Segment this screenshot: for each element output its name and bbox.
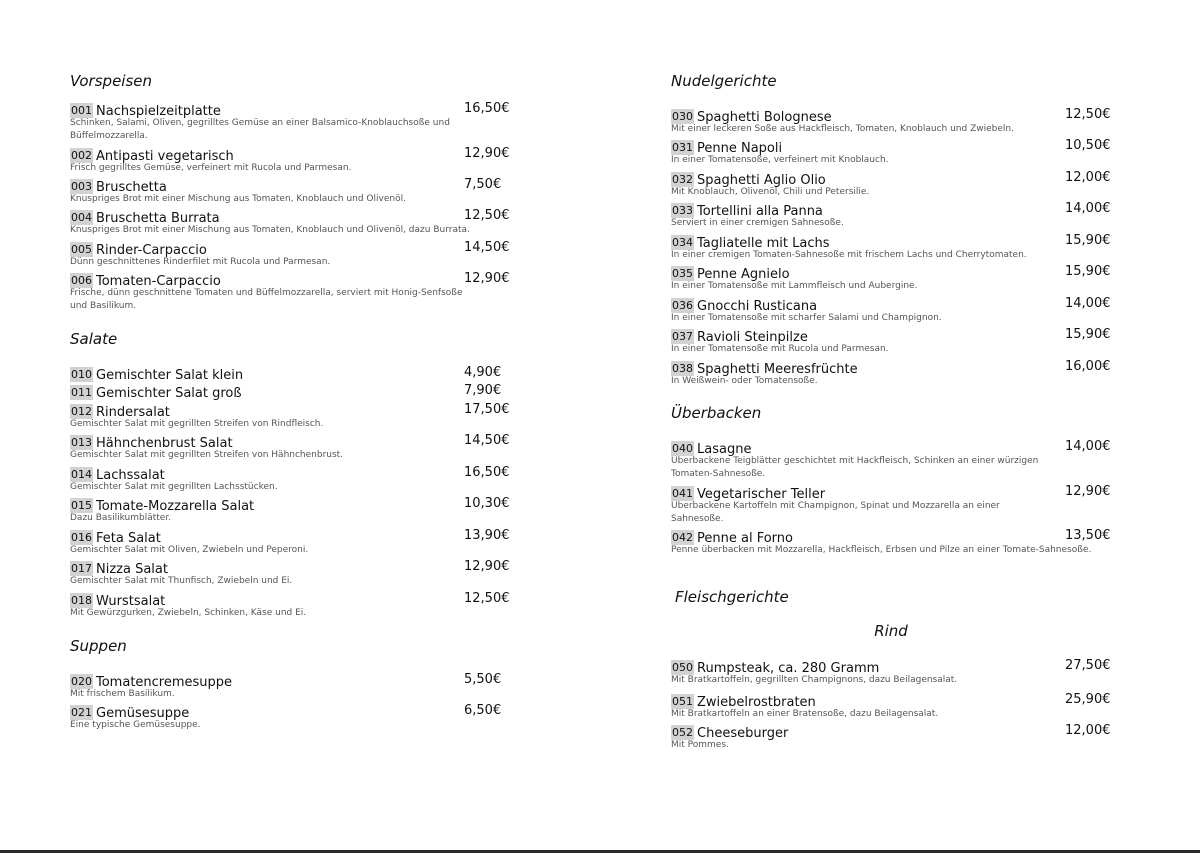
- item-name: Gemischter Salat groß: [96, 386, 242, 401]
- item-name: Spaghetti Bolognese: [697, 110, 832, 125]
- item-number: 030: [672, 110, 693, 123]
- item-name: Vegetarischer Teller: [697, 487, 826, 502]
- section-title: Überbacken: [671, 404, 762, 422]
- item-price: 7,50€: [464, 177, 502, 192]
- menu-item: [70, 207, 510, 237]
- item-price: 27,50€: [1065, 658, 1111, 673]
- item-number: 016: [71, 531, 92, 544]
- item-price: 15,90€: [1065, 327, 1111, 342]
- item-price: 12,90€: [464, 271, 510, 286]
- item-name: Penne Napoli: [697, 141, 783, 156]
- menu-item: [671, 169, 1111, 199]
- item-name: Lasagne: [697, 442, 752, 457]
- item-number: 015: [71, 499, 92, 512]
- item-name: Rindersalat: [96, 405, 170, 420]
- item-number: 037: [672, 330, 693, 343]
- item-price: 15,90€: [1065, 233, 1111, 248]
- item-price: 12,00€: [1065, 723, 1111, 738]
- item-price: 12,90€: [464, 146, 510, 161]
- item-number: 052: [672, 726, 693, 739]
- item-number: 050: [672, 661, 693, 674]
- item-description: Mit Bratkartoffeln an einer Bratensoße, dazu Beilagensalat.: [671, 709, 939, 719]
- item-price: 12,50€: [464, 208, 510, 223]
- menu-item: [671, 527, 1111, 557]
- item-number: 018: [71, 594, 92, 607]
- item-name: Tortellini alla Panna: [697, 204, 823, 219]
- section-title: Suppen: [70, 637, 127, 655]
- menu-item: [671, 691, 1111, 721]
- item-price: 10,30€: [464, 496, 510, 511]
- item-price: 25,90€: [1065, 692, 1111, 707]
- menu-item: [671, 657, 1111, 687]
- menu-item: [70, 432, 510, 462]
- item-name: Nizza Salat: [96, 562, 168, 577]
- menu-item: [70, 364, 510, 382]
- item-description: Frische, dünn geschnittene Tomaten und Büffelmozzarella, serviert mit Honig-Senfsoße und Basilikum.: [70, 288, 463, 311]
- item-number: 035: [672, 267, 693, 280]
- menu-item: [70, 382, 510, 400]
- item-price: 14,00€: [1065, 439, 1111, 454]
- item-number: 014: [71, 468, 92, 481]
- menu-item: [671, 106, 1111, 136]
- item-description: Eine typische Gemüsesuppe.: [70, 720, 201, 730]
- item-name: Gemischter Salat klein: [96, 368, 244, 383]
- item-number: 002: [71, 149, 92, 162]
- item-price: 16,00€: [1065, 359, 1111, 374]
- item-number: 004: [71, 211, 92, 224]
- section-title: Salate: [70, 330, 118, 348]
- item-description: In einer Tomatensoße mit Lammfleisch und Aubergine.: [671, 281, 918, 291]
- item-price: 14,50€: [464, 433, 510, 448]
- menu-item: [671, 438, 1111, 481]
- item-name: Zwiebelrostbraten: [697, 695, 816, 710]
- item-name: Nachspielzeitplatte: [96, 104, 221, 119]
- item-price: 16,50€: [464, 101, 510, 116]
- menu-item: [671, 137, 1111, 167]
- item-description: In einer cremigen Tomaten-Sahnesoße mit frischem Lachs und Cherrytomaten.: [671, 250, 1027, 260]
- item-number: 042: [672, 531, 693, 544]
- item-description: Mit frischem Basilikum.: [70, 689, 175, 699]
- item-description: Mit Pommes.: [671, 740, 729, 750]
- item-number: 017: [71, 562, 92, 575]
- section-title: Nudelgerichte: [671, 72, 777, 90]
- item-number: 012: [71, 405, 92, 418]
- menu-item: [70, 176, 510, 206]
- item-description: Mit Knoblauch, Olivenöl, Chili und Petersilie.: [671, 187, 870, 197]
- item-description: Gemischter Salat mit gegrillten Lachsstücken.: [70, 482, 278, 492]
- item-number: 011: [71, 386, 92, 399]
- item-number: 038: [672, 362, 693, 375]
- item-description: Gemischter Salat mit Oliven, Zwiebeln und Peperoni.: [70, 545, 309, 555]
- item-description: Mit Bratkartoffeln, gegrillten Champignons, dazu Beilagensalat.: [671, 675, 958, 685]
- item-number: 051: [672, 695, 693, 708]
- item-description: Mit einer leckeren Soße aus Hackfleisch, Tomaten, Knoblauch und Zwiebeln.: [671, 124, 1014, 134]
- item-number: 020: [71, 675, 92, 688]
- menu-item: [70, 558, 510, 588]
- menu-item: [671, 263, 1111, 293]
- menu-item: [70, 100, 510, 143]
- item-name: Gnocchi Rusticana: [697, 299, 818, 314]
- item-name: Tomatencremesuppe: [96, 675, 233, 690]
- item-price: 16,50€: [464, 465, 510, 480]
- menu-item: [671, 358, 1111, 388]
- item-number: 003: [71, 180, 92, 193]
- item-name: Antipasti vegetarisch: [96, 149, 234, 164]
- item-name: Penne Agnielo: [697, 267, 790, 282]
- menu-item: [671, 200, 1111, 230]
- item-number: 021: [71, 706, 92, 719]
- menu-item: [671, 326, 1111, 356]
- item-name: Tomaten-Carpaccio: [96, 274, 221, 289]
- item-price: 14,00€: [1065, 296, 1111, 311]
- item-name: Penne al Forno: [697, 531, 793, 546]
- item-name: Tagliatelle mit Lachs: [697, 236, 830, 251]
- menu-item: [70, 239, 510, 269]
- item-price: 10,50€: [1065, 138, 1111, 153]
- menu-item: [70, 527, 510, 557]
- item-description: Serviert in einer cremigen Sahnesoße.: [671, 218, 844, 228]
- item-price: 4,90€: [464, 365, 502, 380]
- item-name: Feta Salat: [96, 531, 161, 546]
- item-name: Hähnchenbrust Salat: [96, 436, 233, 451]
- item-description: Gemischter Salat mit gegrillten Streifen von Hähnchenbrust.: [70, 450, 344, 460]
- item-number: 031: [672, 141, 693, 154]
- menu-item: [671, 722, 1111, 752]
- item-number: 036: [672, 299, 693, 312]
- item-description: In einer Tomatensoße mit scharfer Salami und Champignon.: [671, 313, 942, 323]
- item-number: 013: [71, 436, 92, 449]
- item-name: Wurstsalat: [96, 594, 166, 609]
- item-price: 12,90€: [1065, 484, 1111, 499]
- item-description: Dazu Basilikumblätter.: [70, 513, 172, 523]
- item-number: 041: [672, 487, 693, 500]
- item-description: Frisch gegrilltes Gemüse, verfeinert mit Rucola und Parmesan.: [70, 163, 352, 173]
- item-price: 14,00€: [1065, 201, 1111, 216]
- item-name: Lachssalat: [96, 468, 165, 483]
- item-price: 15,90€: [1065, 264, 1111, 279]
- item-number: 033: [672, 204, 693, 217]
- item-name: Gemüsesuppe: [96, 706, 190, 721]
- item-name: Tomate-Mozzarella Salat: [96, 499, 255, 514]
- item-number: 034: [672, 236, 693, 249]
- item-name: Rinder-Carpaccio: [96, 243, 207, 258]
- item-name: Bruschetta: [96, 180, 167, 195]
- section-subtitle: Rind: [874, 622, 908, 640]
- item-price: 7,90€: [464, 383, 502, 398]
- menu-item: [70, 401, 510, 431]
- item-price: 17,50€: [464, 402, 510, 417]
- menu-item: [70, 590, 510, 620]
- item-number: 005: [71, 243, 92, 256]
- menu-item: [70, 671, 510, 701]
- item-description: Gemischter Salat mit Thunfisch, Zwiebeln und Ei.: [70, 576, 293, 586]
- item-description: Mit Gewürzgurken, Zwiebeln, Schinken, Käse und Ei.: [70, 608, 307, 618]
- item-description: Penne überbacken mit Mozzarella, Hackfleisch, Erbsen und Pilze an einer Tomate-Sahnesoße.: [671, 545, 1092, 555]
- item-price: 13,50€: [1065, 528, 1111, 543]
- item-number: 040: [672, 442, 693, 455]
- item-description: Dünn geschnittenes Rinderfilet mit Rucola und Parmesan.: [70, 257, 331, 267]
- item-name: Spaghetti Meeresfrüchte: [697, 362, 858, 377]
- section-title: Fleischgerichte: [675, 588, 789, 606]
- item-number: 001: [71, 104, 92, 117]
- item-price: 6,50€: [464, 703, 502, 718]
- menu-item: [70, 145, 510, 175]
- item-name: Spaghetti Aglio Olio: [697, 173, 826, 188]
- item-description: Schinken, Salami, Oliven, gegrilltes Gemüse an einer Balsamico-Knoblauchsoße und Büffelmozzarella.: [70, 118, 450, 141]
- menu-item: [70, 702, 510, 732]
- menu-item: [671, 295, 1111, 325]
- item-name: Cheeseburger: [697, 726, 789, 741]
- item-price: 12,00€: [1065, 170, 1111, 185]
- item-description: In Weißwein- oder Tomatensoße.: [671, 376, 818, 386]
- menu-item: [70, 270, 510, 313]
- item-price: 5,50€: [464, 672, 502, 687]
- item-description: In einer Tomatensoße, verfeinert mit Knoblauch.: [671, 155, 889, 165]
- item-description: Überbackene Teigblätter geschichtet mit Hackfleisch, Schinken an einer würzigen Tomaten-Sahnesoße.: [671, 456, 1039, 479]
- item-description: Knuspriges Brot mit einer Mischung aus Tomaten, Knoblauch und Olivenöl, dazu Burrata.: [70, 225, 470, 235]
- item-name: Ravioli Steinpilze: [697, 330, 808, 345]
- item-name: Rumpsteak, ca. 280 Gramm: [697, 661, 880, 676]
- item-description: Gemischter Salat mit gegrillten Streifen von Rindfleisch.: [70, 419, 324, 429]
- item-price: 14,50€: [464, 240, 510, 255]
- menu-item: [70, 464, 510, 494]
- item-price: 12,90€: [464, 559, 510, 574]
- item-number: 006: [71, 274, 92, 287]
- item-name: Bruschetta Burrata: [96, 211, 220, 226]
- item-description: Knuspriges Brot mit einer Mischung aus Tomaten, Knoblauch und Olivenöl.: [70, 194, 406, 204]
- item-price: 13,90€: [464, 528, 510, 543]
- menu-item: [671, 232, 1111, 262]
- item-description: Überbackene Kartoffeln mit Champignon, Spinat und Mozzarella an einer Sahnesoße.: [671, 501, 1000, 524]
- menu-item: [70, 495, 510, 525]
- menu-item: [671, 483, 1111, 526]
- section-title: Vorspeisen: [70, 72, 153, 90]
- item-price: 12,50€: [1065, 107, 1111, 122]
- item-description: In einer Tomatensoße mit Rucola und Parmesan.: [671, 344, 889, 354]
- item-price: 12,50€: [464, 591, 510, 606]
- item-number: 010: [71, 368, 92, 381]
- item-number: 032: [672, 173, 693, 186]
